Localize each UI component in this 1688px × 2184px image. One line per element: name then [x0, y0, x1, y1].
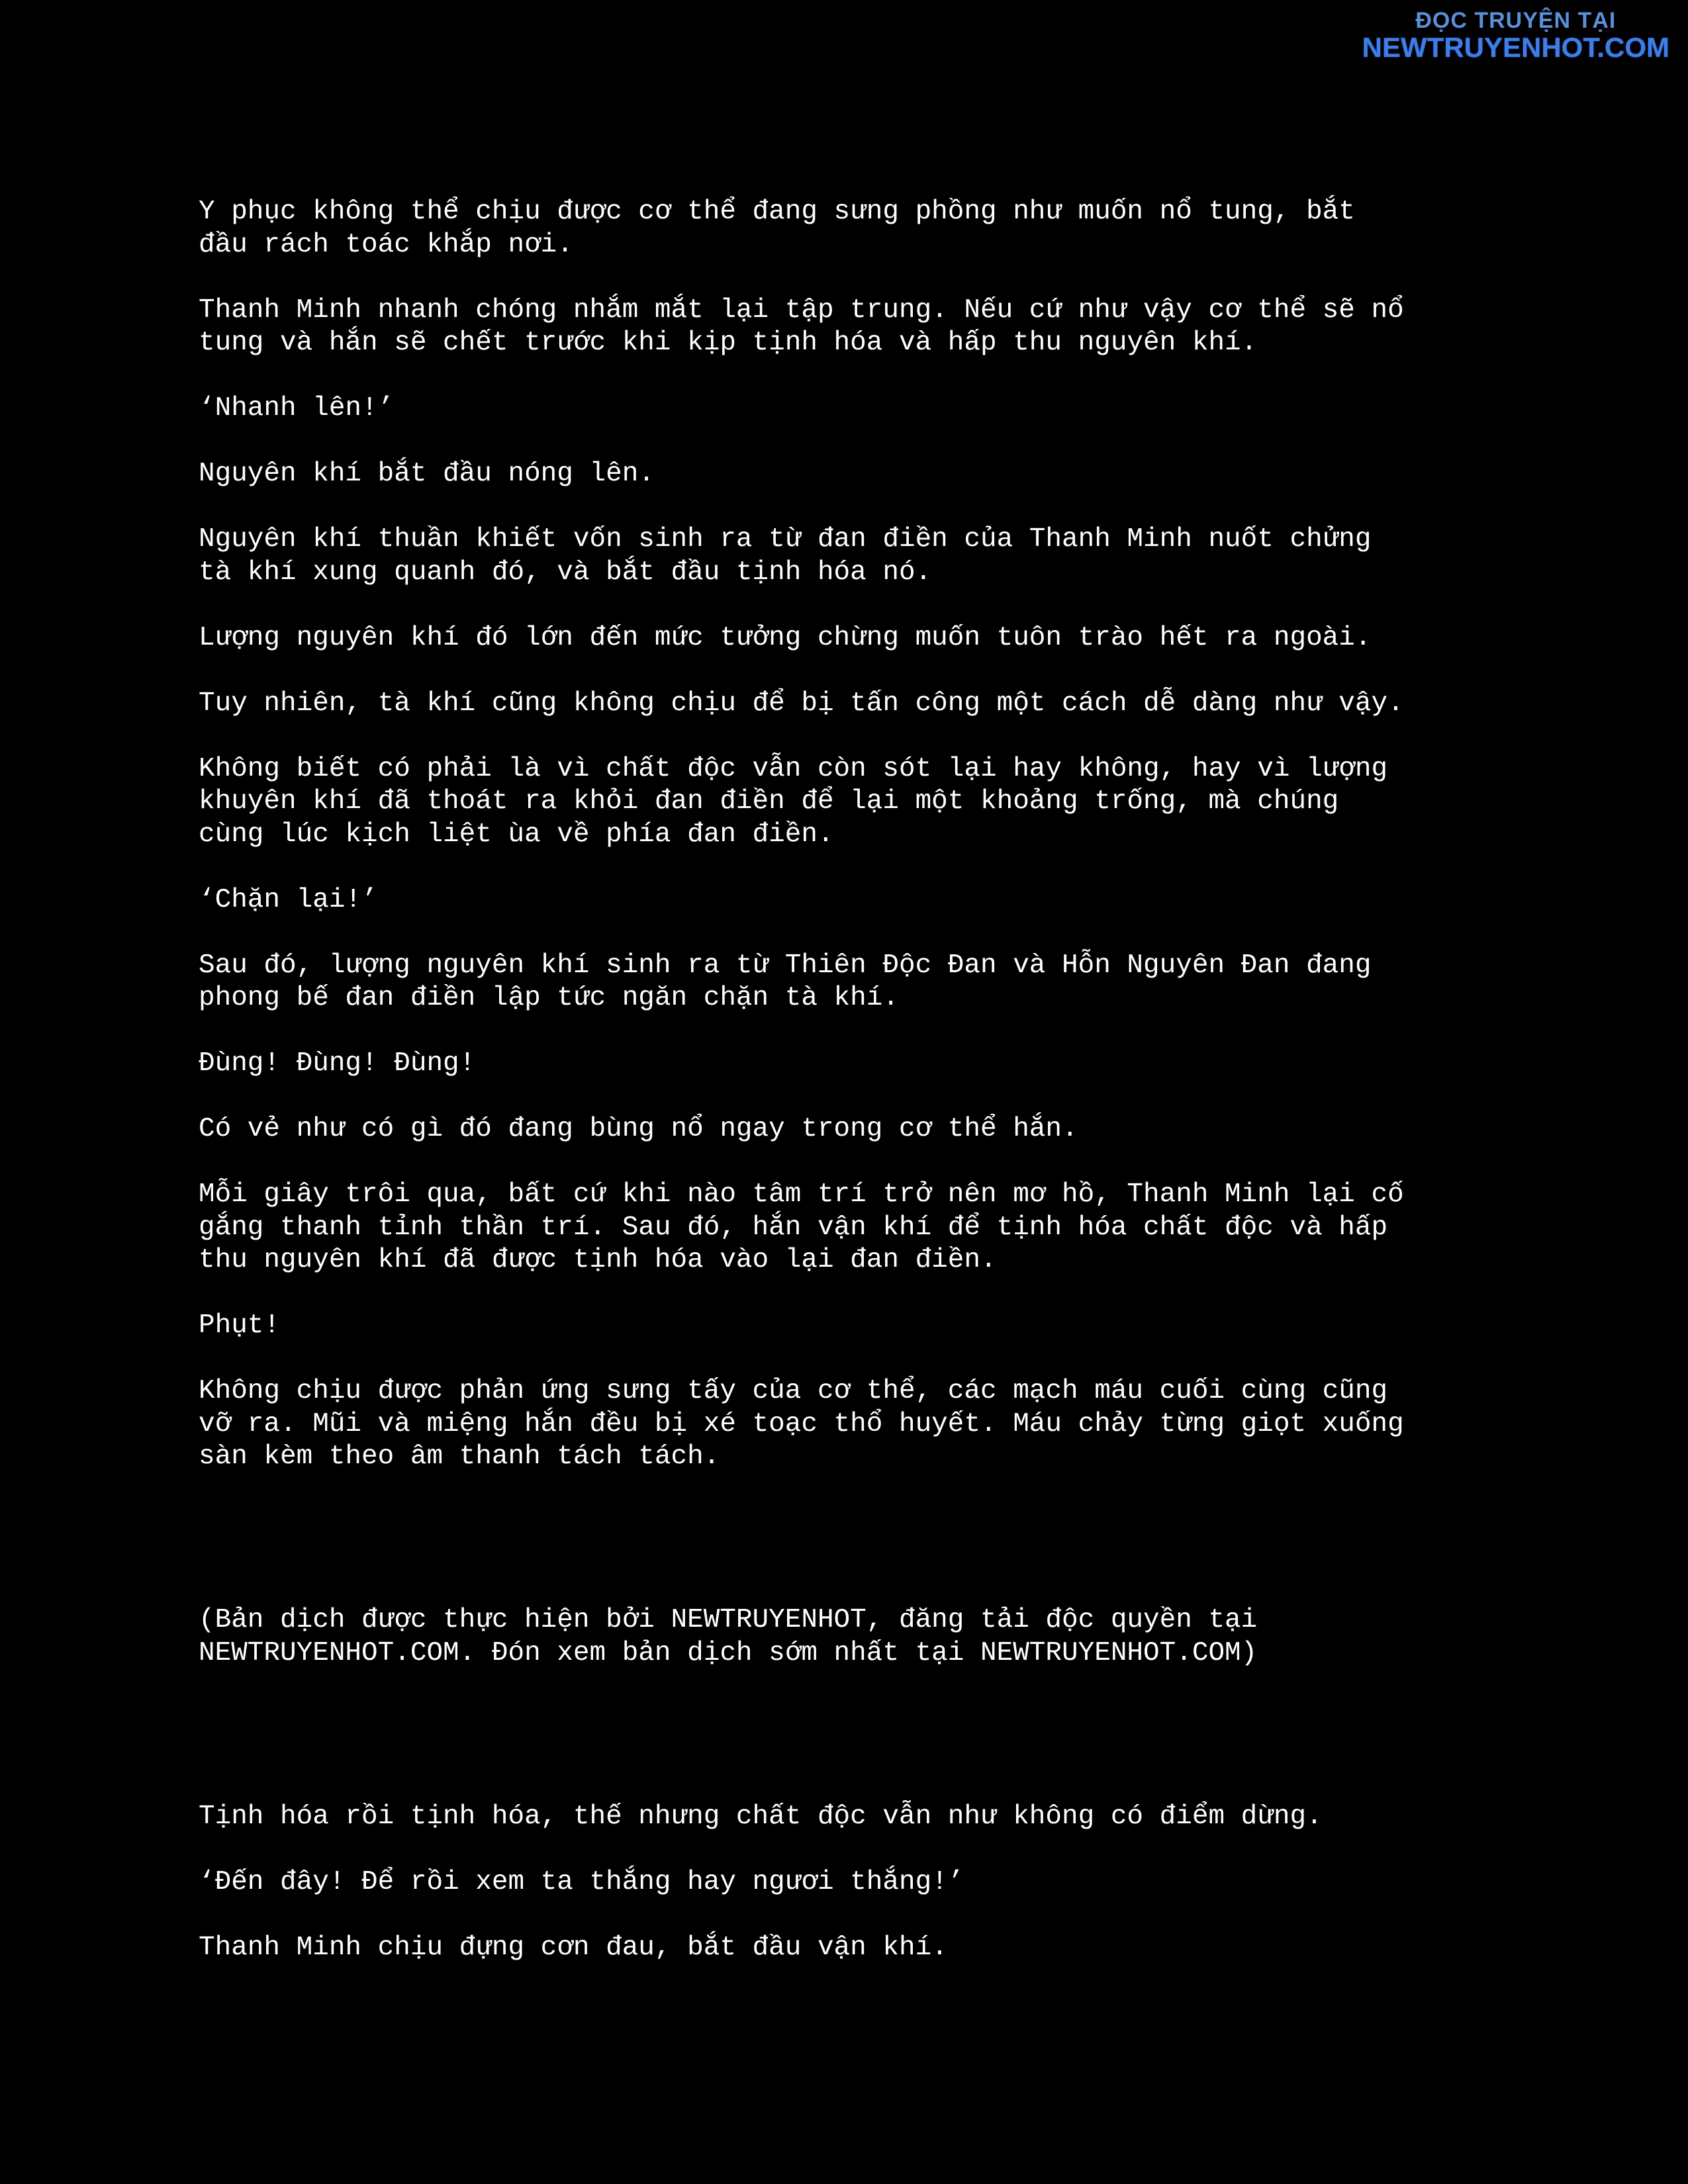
spacer	[199, 1506, 1523, 1604]
paragraph: Lượng nguyên khí đó lớn đến mức tưởng chừng muốn tuôn trào hết ra ngoài.	[199, 622, 1372, 653]
paragraph: Tịnh hóa rồi tịnh hóa, thế nhưng chất độc vẫn như không có điểm dừng.	[199, 1801, 1323, 1832]
paragraph: Phụt!	[199, 1310, 281, 1341]
paragraph: Sau đó, lượng nguyên khí sinh ra từ Thiên Độc Đan và Hỗn Nguyên Đan đang phong bế đan điền lập tức ngăn chặn tà khí.	[199, 950, 1372, 1013]
paragraph: ‘Đến đây! Để rồi xem ta thắng hay ngươi thắng!’	[199, 1866, 964, 1897]
paragraph: ‘Nhanh lên!’	[199, 393, 395, 424]
paragraph: Nguyên khí bắt đầu nóng lên.	[199, 459, 655, 489]
paragraph: Thanh Minh chịu đựng cơn đau, bắt đầu vận khí.	[199, 1932, 948, 1963]
paragraph: Đùng! Đùng! Đùng!	[199, 1048, 476, 1079]
paragraph: ‘Chặn lại!’	[199, 884, 378, 915]
story-text-body	[199, 196, 1523, 1997]
translator-note: (Bản dịch được thực hiện bởi NEWTRUYENHOT, đăng tải độc quyền tại NEWTRUYENHOT.COM. Đón xem bản dịch sớm nhất tại NEWTRUYENHOT.COM)	[199, 1605, 1258, 1668]
paragraph: Y phục không thể chịu được cơ thể đang sưng phồng như muốn nổ tung, bắt đầu rách toác khắp nơi.	[199, 197, 1355, 260]
site-watermark	[1362, 9, 1669, 62]
paragraph: Không chịu được phản ứng sưng tấy của cơ thể, các mạch máu cuối cùng cũng vỡ ra. Mũi và miệng hắn đều bị xé toạc thổ huyết. Máu chảy từng giọt xuống sàn kèm theo âm thanh tách tách.	[199, 1376, 1404, 1472]
paragraph: Không biết có phải là vì chất độc vẫn còn sót lại hay không, hay vì lượng khuyên khí đã thoát ra khỏi đan điền để lại một khoảng trống, mà chúng cùng lúc kịch liệt ùa về phía đan điền.	[199, 753, 1388, 850]
paragraph: Mỗi giây trôi qua, bất cứ khi nào tâm trí trở nên mơ hồ, Thanh Minh lại cố gắng thanh tỉnh thần trí. Sau đó, hắn vận khí để tịnh hóa chất độc và hấp thu nguyên khí đã được tịnh hóa vào lại đan điền.	[199, 1179, 1404, 1275]
watermark-line-1: ĐỌC TRUYỆN TẠI	[1415, 8, 1617, 33]
paragraph: Thanh Minh nhanh chóng nhắm mắt lại tập trung. Nếu cứ như vậy cơ thể sẽ nổ tung và hắn sẽ chết trước khi kịp tịnh hóa và hấp thu nguyên khí.	[199, 295, 1404, 358]
watermark-site-name: NEWTRUYENHOT.COM	[1362, 31, 1669, 63]
paragraph: Nguyên khí thuần khiết vốn sinh ra từ đan điền của Thanh Minh nuốt chửng tà khí xung quanh đó, và bắt đầu tịnh hóa nó.	[199, 524, 1372, 588]
paragraph: Có vẻ như có gì đó đang bùng nổ ngay trong cơ thể hắn.	[199, 1114, 1078, 1144]
spacer	[199, 1703, 1523, 1801]
paragraph: Tuy nhiên, tà khí cũng không chịu để bị tấn công một cách dễ dàng như vậy.	[199, 688, 1404, 719]
